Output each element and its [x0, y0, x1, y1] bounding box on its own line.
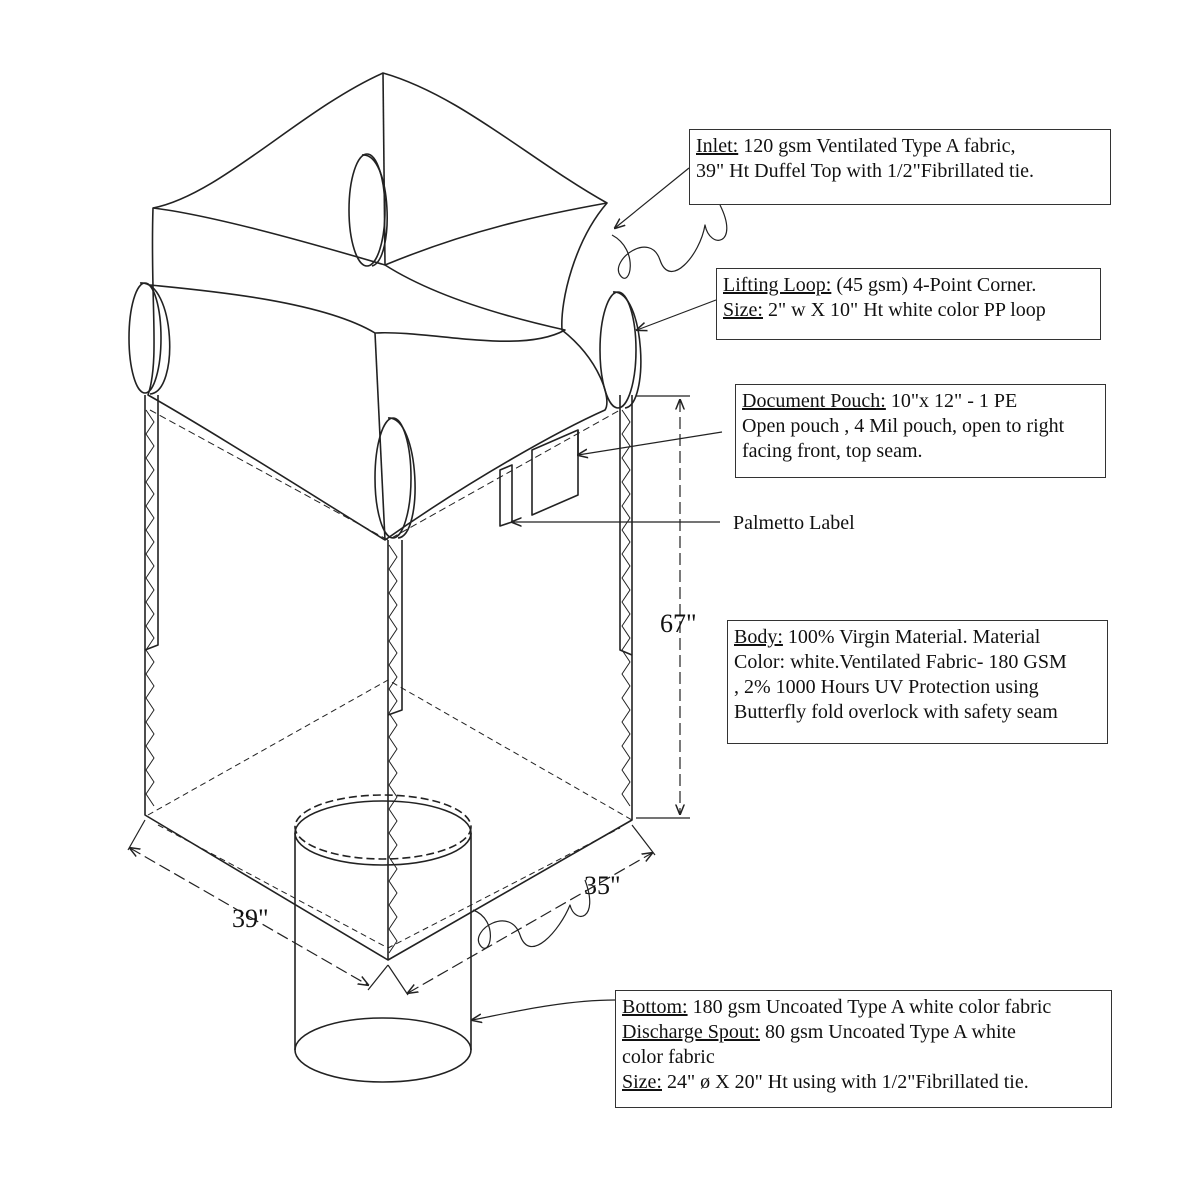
document-pouch-line1: 10"x 12" - 1 PE [885, 390, 1018, 412]
discharge-spout [295, 795, 471, 1082]
body-note [727, 620, 1108, 744]
body-line4: Butterfly fold overlock with safety seam [734, 701, 1058, 723]
lifting-loop-note [716, 268, 1101, 340]
dimension-lines [128, 396, 690, 995]
body-line3: , 2% 1000 Hours UV Protection using [734, 676, 1039, 698]
lifting-loop-line1: (45 gsm) 4-Point Corner. [831, 274, 1037, 296]
document-pouch-title: Document Pouch: [742, 390, 886, 412]
body-line1: 100% Virgin Material. Material [782, 626, 1041, 648]
document-pouch-note [735, 384, 1106, 478]
bottom-line2: 80 gsm Uncoated Type A white [759, 1021, 1016, 1043]
duffel-top [148, 73, 607, 540]
bottom-line3: color fabric [622, 1046, 715, 1068]
height-dimension: 67" [660, 609, 697, 638]
bottom-title: Bottom: [622, 996, 688, 1018]
inlet-title: Inlet: [696, 135, 739, 157]
document-pouch-line2: Open pouch , 4 Mil pouch, open to right [742, 415, 1065, 437]
inlet-note [689, 129, 1111, 205]
bottom-note [615, 990, 1112, 1108]
body-line2: Color: white.Ventilated Fabric- 180 GSM [734, 651, 1067, 673]
body-title: Body: [734, 626, 783, 648]
bag-body [145, 395, 632, 960]
width-dimension: 39" [232, 904, 269, 933]
palmetto-label-text: Palmetto Label [733, 512, 855, 534]
lifting-loop-size-label: Size: [723, 299, 763, 321]
bottom-size-label: Size: [622, 1071, 662, 1093]
bottom-line4: 24" ø X 20" Ht using with 1/2"Fibrillated tie. [662, 1071, 1029, 1093]
depth-dimension: 35" [584, 871, 621, 900]
inlet-line1: 120 gsm Ventilated Type A fabric, [738, 135, 1016, 157]
lifting-loop-title: Lifting Loop: [723, 274, 832, 296]
bottom-line1: 180 gsm Uncoated Type A white color fabric [687, 996, 1052, 1018]
discharge-spout-title: Discharge Spout: [622, 1021, 760, 1043]
inlet-line2: 39" Ht Duffel Top with 1/2"Fibrillated tie. [696, 160, 1035, 182]
document-pouch-line3: facing front, top seam. [742, 440, 923, 462]
lifting-loop-line2: 2" w X 10" Ht white color PP loop [763, 299, 1046, 321]
